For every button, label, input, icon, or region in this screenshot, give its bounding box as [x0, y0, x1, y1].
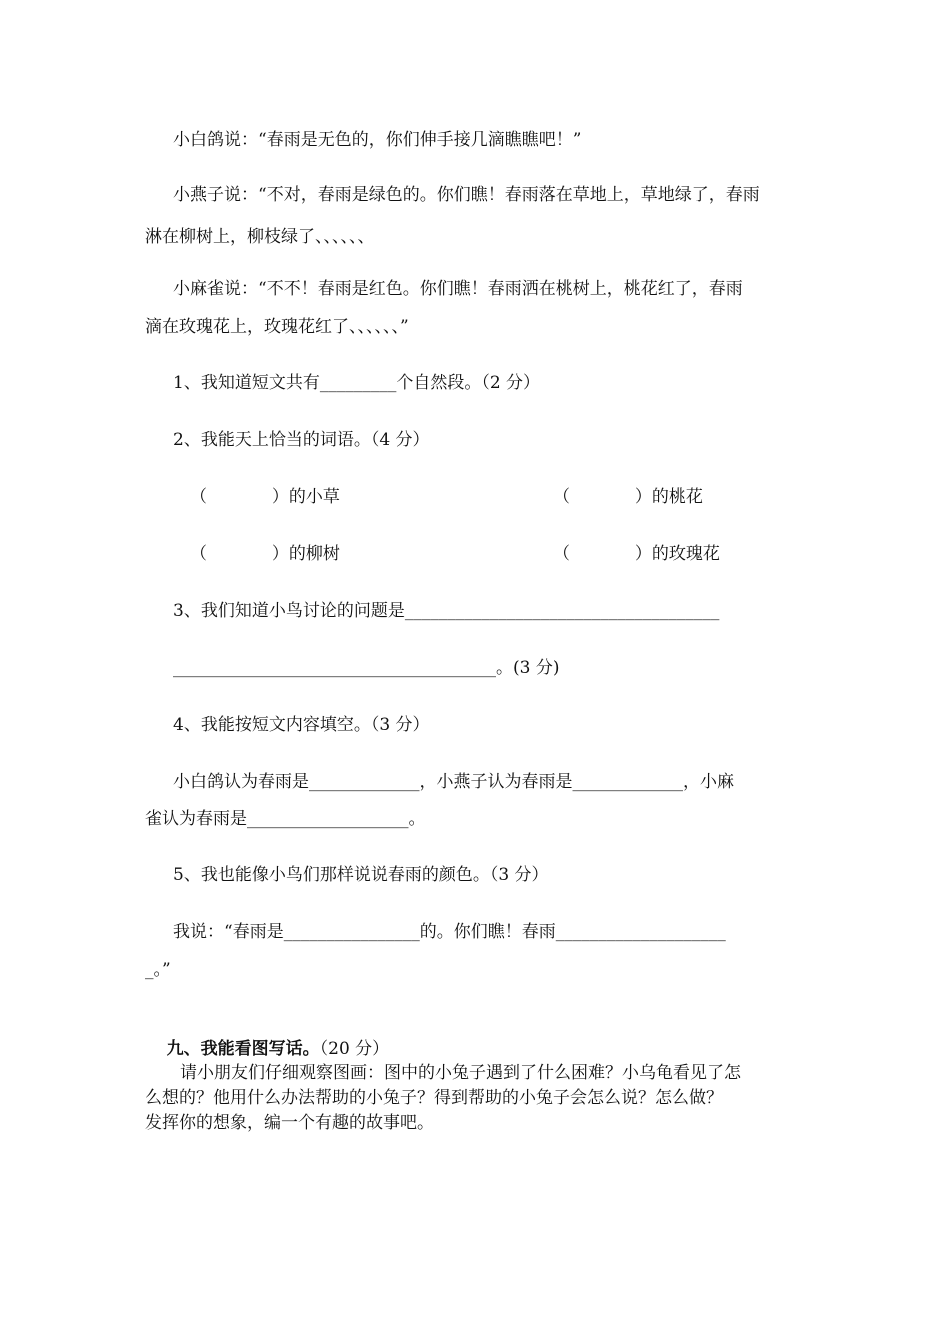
- question-5: 5、我也能像小鸟们那样说说春雨的颜色。（3 分）: [173, 865, 549, 885]
- question-2-blank-rose: （ ）的玫瑰花: [553, 544, 720, 564]
- passage-sparrow-line1: 小麻雀说：“不不！春雨是红色。你们瞧！春雨洒在桃树上，桃花红了，春雨: [173, 279, 743, 299]
- question-4-line1: 小白鸽认为春雨是_____________，小燕子认为春雨是_____________，小麻: [173, 772, 734, 792]
- section-9-heading: 九、我能看图写话。: [166, 1039, 320, 1059]
- passage-sparrow-line2: 滴在玫瑰花上，玫瑰花红了、、、、、、”: [145, 317, 409, 337]
- question-4-line2: 雀认为春雨是___________________。: [145, 809, 426, 829]
- question-2: 2、我能天上恰当的词语。（4 分）: [173, 430, 430, 450]
- section-9-prompt-line3: 发挥你的想象，编一个有趣的故事吧。: [145, 1113, 434, 1133]
- passage-swallow-line1: 小燕子说：“不对，春雨是绿色的。你们瞧！春雨落在草地上，草地绿了，春雨: [173, 185, 760, 205]
- section-9-score: （20 分）: [319, 1039, 390, 1059]
- question-3-line2: ______________________________________。(3 分): [173, 658, 560, 678]
- question-2-blank-willow: （ ）的柳树: [190, 544, 340, 564]
- question-1: 1、我知道短文共有_________个自然段。（2 分）: [173, 373, 541, 393]
- question-3-line1: 3、我们知道小鸟讨论的问题是_____________________________________: [173, 601, 720, 621]
- section-9-prompt-line1: 请小朋友们仔细观察图画：图中的小兔子遇到了什么困难？小乌龟看见了怎: [180, 1063, 741, 1083]
- question-2-blank-grass: （ ）的小草: [190, 487, 340, 507]
- question-5-line1: 我说：“春雨是________________的。你们瞧！春雨____________________: [173, 922, 726, 942]
- question-5-line2: _。”: [145, 960, 171, 980]
- section-9-prompt-line2: 么想的？他用什么办法帮助的小兔子？得到帮助的小兔子会怎么说？怎么做？: [145, 1088, 723, 1108]
- passage-dove: 小白鸽说：“春雨是无色的，你们伸手接几滴瞧瞧吧！”: [173, 130, 582, 150]
- question-4: 4、我能按短文内容填空。（3 分）: [173, 715, 430, 735]
- question-2-blank-peach: （ ）的桃花: [553, 487, 703, 507]
- passage-swallow-line2: 淋在柳树上，柳枝绿了、、、、、、: [145, 227, 375, 247]
